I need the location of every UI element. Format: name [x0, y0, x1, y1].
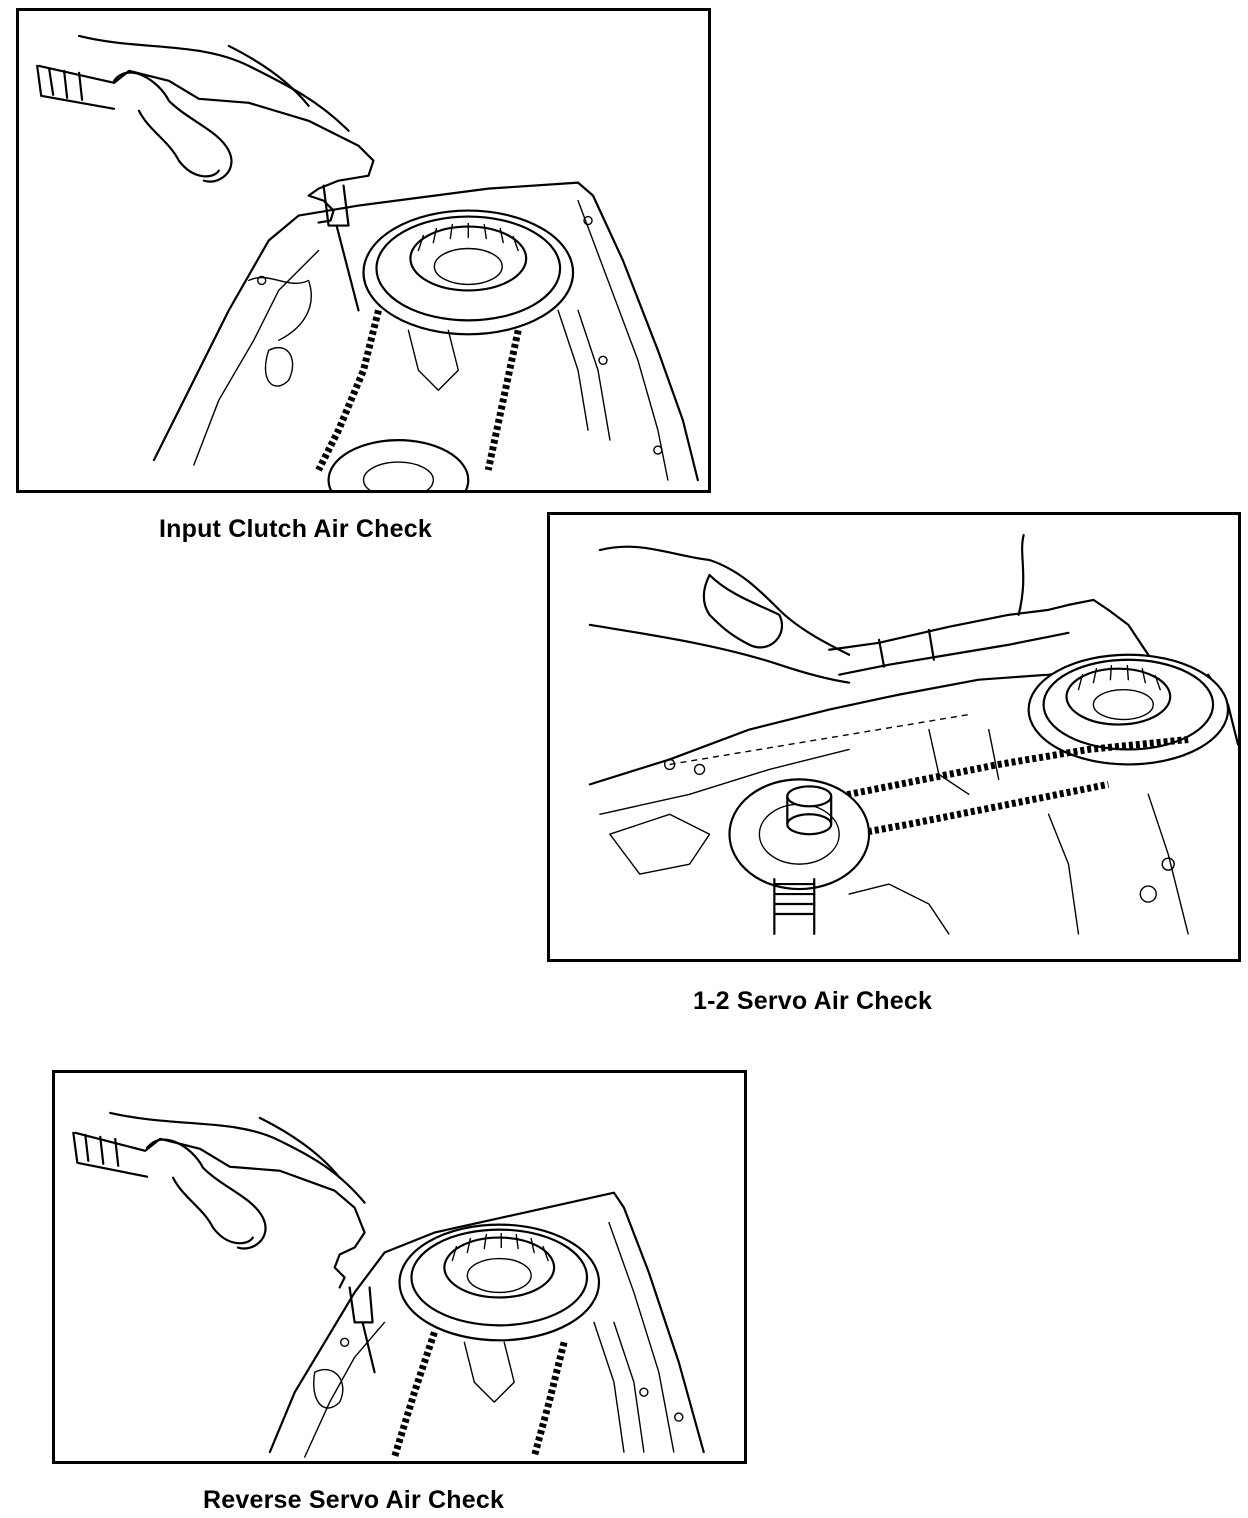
input-clutch-caption: Input Clutch Air Check — [159, 515, 432, 543]
reverse-servo-figure — [52, 1070, 747, 1464]
servo-1-2-illustration — [550, 515, 1238, 959]
reverse-servo-illustration — [55, 1073, 744, 1461]
servo-1-2-caption: 1-2 Servo Air Check — [693, 987, 933, 1015]
input-clutch-illustration — [19, 11, 708, 490]
input-clutch-figure — [16, 8, 711, 493]
servo-1-2-figure — [547, 512, 1241, 962]
reverse-servo-caption: Reverse Servo Air Check — [203, 1486, 505, 1514]
